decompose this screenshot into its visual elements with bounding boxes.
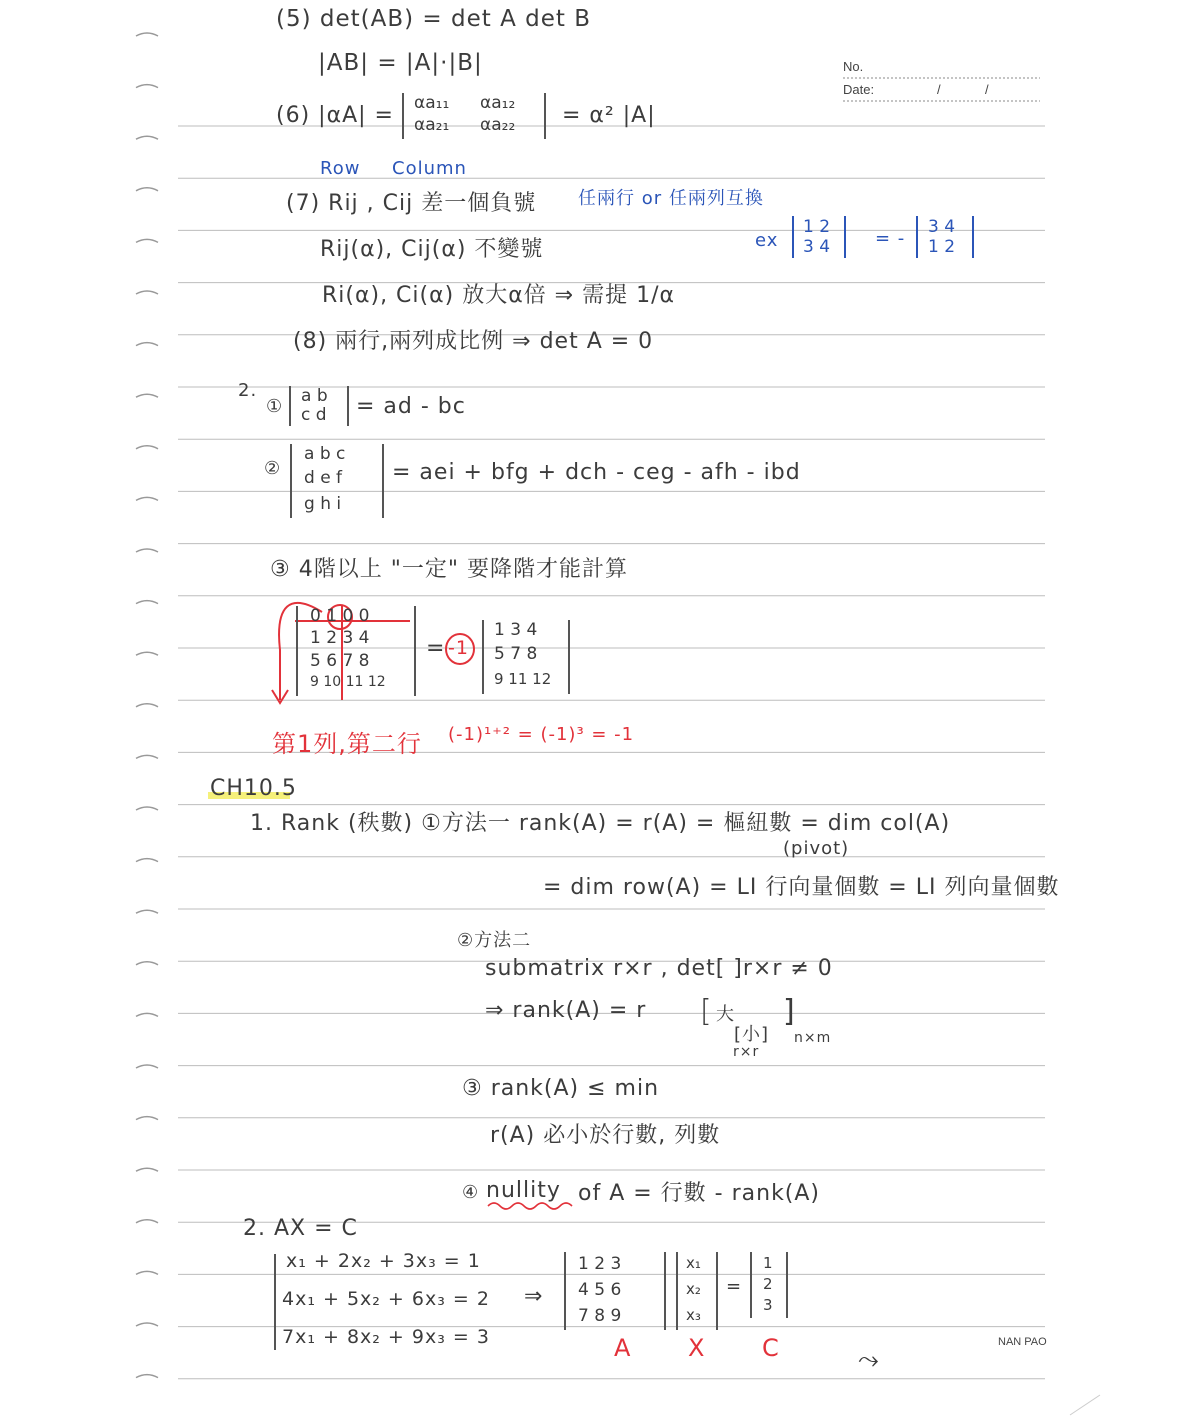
method-2-line-2: ⇒ rank(A) = r bbox=[485, 998, 647, 1023]
property-7-line1: (7) Rij , Cij 差一個負號 bbox=[286, 191, 537, 216]
binder-hole bbox=[136, 291, 158, 294]
matrix-cell: 5 6 7 8 bbox=[310, 651, 370, 671]
red-position-note: 第1列,第二行 bbox=[272, 730, 422, 758]
matrix-cell: 1 2 bbox=[928, 237, 956, 257]
rank-line-1: 1. Rank (秩數) ①方法一 rank(A) = r(A) = 樞紐數 = dim col(A) bbox=[250, 811, 951, 836]
matrix-cell: a b bbox=[301, 386, 328, 406]
binder-hole bbox=[136, 394, 158, 397]
matrix-cell: 3 4 bbox=[803, 237, 831, 257]
example-label: ex bbox=[755, 230, 779, 251]
method-4-rest: of A = 行數 - rank(A) bbox=[578, 1181, 821, 1206]
bracket-right: ] bbox=[783, 994, 796, 1029]
header-no-label: No. bbox=[843, 59, 864, 74]
binder-hole bbox=[136, 239, 158, 242]
item-3-line: ③ 4階以上 "一定" 要降階才能計算 bbox=[270, 557, 628, 582]
matrix-cell: 9 10 11 12 bbox=[310, 674, 386, 690]
binder-hole bbox=[136, 549, 158, 552]
equation-1: x₁ + 2x₂ + 3x₃ = 1 bbox=[286, 1250, 481, 1272]
matrix-C bbox=[750, 1252, 788, 1318]
method-2-title: ②方法二 bbox=[457, 930, 532, 951]
pivot-word: (pivot) bbox=[783, 838, 850, 859]
column-word: Column bbox=[392, 158, 467, 179]
matrix-cell: 3 bbox=[763, 1296, 773, 1314]
matrix-cell: g h i bbox=[304, 494, 342, 514]
header-date-sep: / bbox=[985, 82, 989, 97]
binder-hole bbox=[136, 188, 158, 191]
matrix-cell: 1 3 4 bbox=[494, 620, 538, 640]
section-2-number: 2. bbox=[238, 380, 258, 401]
item-2-marker: ② bbox=[264, 458, 282, 479]
matrix-cell: αa₁₁ bbox=[414, 93, 450, 113]
matrix-cell: x₂ bbox=[686, 1280, 701, 1298]
matrix-cell: 7 8 9 bbox=[578, 1306, 622, 1326]
binder-hole bbox=[136, 33, 158, 36]
nullity-word: nullity bbox=[486, 1178, 561, 1203]
system-brace bbox=[274, 1254, 276, 1350]
property-6-rhs: = α² |A| bbox=[562, 103, 656, 128]
big-matrix-label: 大 bbox=[716, 1004, 735, 1025]
equals-sign: = bbox=[726, 1276, 743, 1297]
binder-hole bbox=[136, 962, 158, 965]
page-edge-mark bbox=[1070, 1395, 1100, 1415]
label-X: X bbox=[688, 1334, 706, 1362]
binder-hole bbox=[136, 601, 158, 604]
property-5-title: (5) det(AB) = det A det B bbox=[276, 6, 591, 32]
binder-hole bbox=[136, 1168, 158, 1171]
binder-hole bbox=[136, 910, 158, 913]
matrix-cell: 3 4 bbox=[928, 217, 956, 237]
matrix-cell: 5 7 8 bbox=[494, 644, 538, 664]
bracket-left: [ bbox=[700, 994, 713, 1029]
binder-hole bbox=[136, 704, 158, 707]
size-nxm: n×m bbox=[794, 1030, 832, 1046]
binder-hole bbox=[136, 446, 158, 449]
example-matrix-left bbox=[792, 216, 846, 258]
binder-hole bbox=[136, 807, 158, 810]
matrix-cell: x₃ bbox=[686, 1306, 701, 1324]
ax-title: 2. AX = C bbox=[243, 1216, 358, 1241]
size-rxr: r×r bbox=[733, 1044, 760, 1060]
matrix-cell: 9 11 12 bbox=[494, 670, 552, 688]
matrix-cell: 1 bbox=[763, 1254, 773, 1272]
matrix-cell: d e f bbox=[304, 468, 343, 488]
property-8-line: (8) 兩行,兩列成比例 ⇒ det A = 0 bbox=[293, 329, 654, 354]
method-3-line-2: r(A) 必小於行數, 列數 bbox=[490, 1123, 721, 1148]
matrix-cell: αa₂₂ bbox=[480, 115, 516, 135]
binder-hole bbox=[136, 136, 158, 139]
cofactor-equals: = bbox=[426, 636, 446, 661]
binder-hole bbox=[136, 1117, 158, 1120]
binder-hole bbox=[136, 1323, 158, 1326]
det-3x3-matrix bbox=[290, 444, 384, 518]
header-date-sep: / bbox=[937, 82, 941, 97]
red-sign-calc: (-1)¹⁺² = (-1)³ = -1 bbox=[448, 724, 635, 745]
example-matrix-right bbox=[916, 216, 974, 258]
property-7-line3: Ri(α), Ci(α) 放大α倍 ⇒ 需提 1/α bbox=[322, 283, 676, 308]
cofactor-value: -1 bbox=[448, 637, 469, 659]
property-7-line2: Rij(α), Cij(α) 不變號 bbox=[320, 237, 544, 262]
binder-hole bbox=[136, 497, 158, 500]
property-5-abs: |AB| = |A|·|B| bbox=[318, 50, 483, 76]
method-2-line-1: submatrix r×r , det[ ]r×r ≠ 0 bbox=[485, 956, 833, 981]
property-6-matrix bbox=[402, 93, 546, 139]
det-4x4-matrix bbox=[296, 606, 416, 696]
matrix-cell: 1 2 3 bbox=[578, 1254, 622, 1274]
binder-hole bbox=[136, 1065, 158, 1068]
binder-hole bbox=[136, 859, 158, 862]
matrix-cell: αa₂₁ bbox=[414, 115, 450, 135]
binder-hole bbox=[136, 755, 158, 758]
matrix-cell: x₁ bbox=[686, 1254, 701, 1272]
matrix-A bbox=[564, 1252, 666, 1330]
binder-hole bbox=[136, 1220, 158, 1223]
matrix-cell: 0 1 0 0 bbox=[310, 606, 370, 626]
matrix-cell: c d bbox=[301, 405, 327, 425]
brand-label: NAN PAO bbox=[998, 1336, 1047, 1348]
binder-hole bbox=[136, 652, 158, 655]
nullity-underline bbox=[488, 1203, 572, 1209]
binder-hole bbox=[136, 1013, 158, 1016]
row-word: Row bbox=[320, 158, 361, 179]
label-A: A bbox=[614, 1334, 632, 1362]
matrix-cell: a b c bbox=[304, 444, 346, 464]
property-6-label: (6) |αA| = bbox=[276, 103, 394, 128]
implies-arrow: ⇒ bbox=[524, 1284, 544, 1309]
det-2x2-matrix bbox=[289, 386, 349, 426]
matrix-cell: 2 bbox=[763, 1275, 773, 1293]
matrix-cell: 4 5 6 bbox=[578, 1280, 622, 1300]
binder-hole bbox=[136, 343, 158, 346]
matrix-cell: 1 2 3 4 bbox=[310, 628, 370, 648]
binder-hole bbox=[136, 1375, 158, 1378]
next-page-arrow: ⤳ bbox=[858, 1345, 880, 1375]
matrix-cell: 1 2 bbox=[803, 217, 831, 237]
property-7-swap-note: 任兩行 or 任兩列互換 bbox=[578, 188, 764, 209]
matrix-cell: αa₁₂ bbox=[480, 93, 516, 113]
rank-line-2: = dim row(A) = LI 行向量個數 = LI 列向量個數 bbox=[543, 875, 1060, 900]
binder-hole bbox=[136, 85, 158, 88]
method-3-line-1: ③ rank(A) ≤ min bbox=[462, 1076, 660, 1101]
small-matrix-label: [小] bbox=[734, 1024, 770, 1045]
det-3x3-formula: = aei + bfg + dch - ceg - afh - ibd bbox=[392, 460, 801, 485]
example-equals-minus: = - bbox=[875, 228, 906, 249]
equation-2: 4x₁ + 5x₂ + 6x₃ = 2 bbox=[282, 1288, 490, 1310]
item-1-marker: ① bbox=[266, 396, 284, 417]
header-date-label: Date: bbox=[843, 82, 875, 97]
minor-3x3-matrix bbox=[482, 620, 570, 694]
label-C: C bbox=[762, 1334, 780, 1362]
binder-holes bbox=[136, 33, 158, 1378]
det-2x2-formula: = ad - bc bbox=[356, 394, 466, 419]
binder-hole bbox=[136, 1271, 158, 1274]
matrix-X bbox=[676, 1252, 718, 1330]
method-4-marker: ④ bbox=[462, 1182, 480, 1203]
equation-3: 7x₁ + 8x₂ + 9x₃ = 3 bbox=[282, 1326, 490, 1348]
chapter-title: CH10.5 bbox=[210, 776, 297, 801]
